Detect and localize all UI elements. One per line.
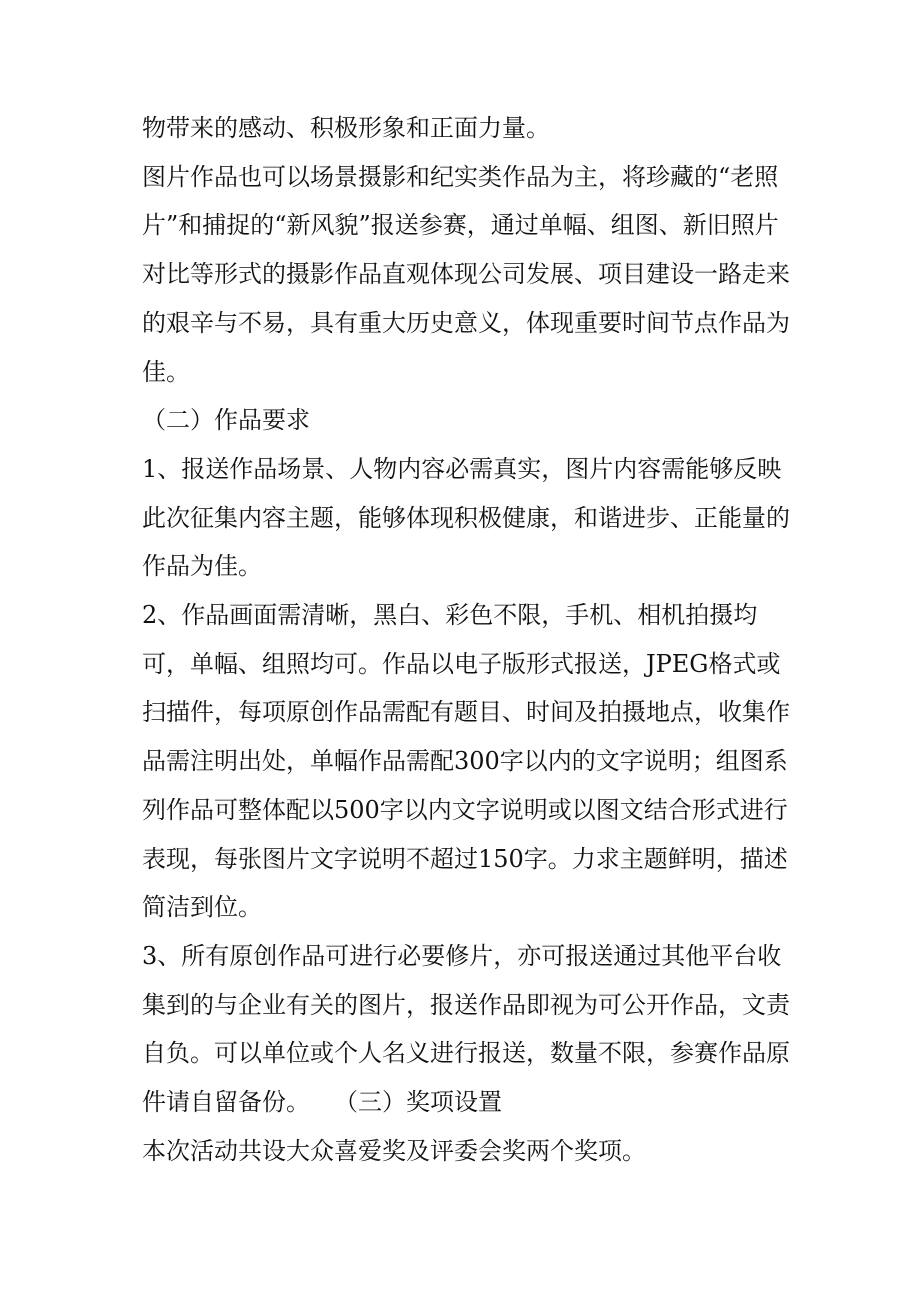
document-page: [142, 104, 802, 1175]
paragraph-continuation: 物带来的感动、积极形象和正面力量。: [142, 114, 550, 142]
requirement-item-3-text: 3、所有原创作品可进行必要修片，亦可报送通过其他平台收集到的与企业有关的图片，报送作品即视为可公开作品，文责自负。可以单位或个人名义进行报送，数量不限，参赛作品原件请自留备份。: [142, 941, 790, 1117]
inline-spacer: [310, 1088, 334, 1116]
requirement-item-3: [142, 932, 802, 1127]
paragraph-awards: 本次活动共设大众喜爱奖及评委会奖两个奖项。: [142, 1136, 646, 1165]
section-heading-awards: （三）奖项设置: [334, 1088, 502, 1117]
paragraph-photo-types: 图片作品也可以场景摄影和纪实类作品为主，将珍藏的“老照片”和捕捉的“新风貌”报送参赛，通过单幅、组图、新旧照片对比等形式的摄影作品直观体现公司发展、项目建设一路走来的艰辛与不易，具有重大历史意义，体现重要时间节点作品为佳。: [142, 162, 790, 386]
requirement-item-1: 1、报送作品场景、人物内容必需真实，图片内容需能够反映此次征集内容主题，能够体现积极健康，和谐进步、正能量的作品为佳。: [142, 454, 790, 581]
requirement-item-2: 2、作品画面需清晰，黑白、彩色不限，手机、相机拍摄均可，单幅、组照均可。作品以电子版形式报送，JPEG格式或扫描件，每项原创作品需配有题目、时间及拍摄地点，收集作品需注明出处，单幅作品需配300字以内的文字说明；组图系列作品可整体配以500字以内文字说明或以图文结合形式进行表现，每张图片文字说明不超过150字。力求主题鲜明，描述简洁到位。: [142, 601, 790, 922]
section-heading-requirements: （二）作品要求: [142, 406, 310, 435]
